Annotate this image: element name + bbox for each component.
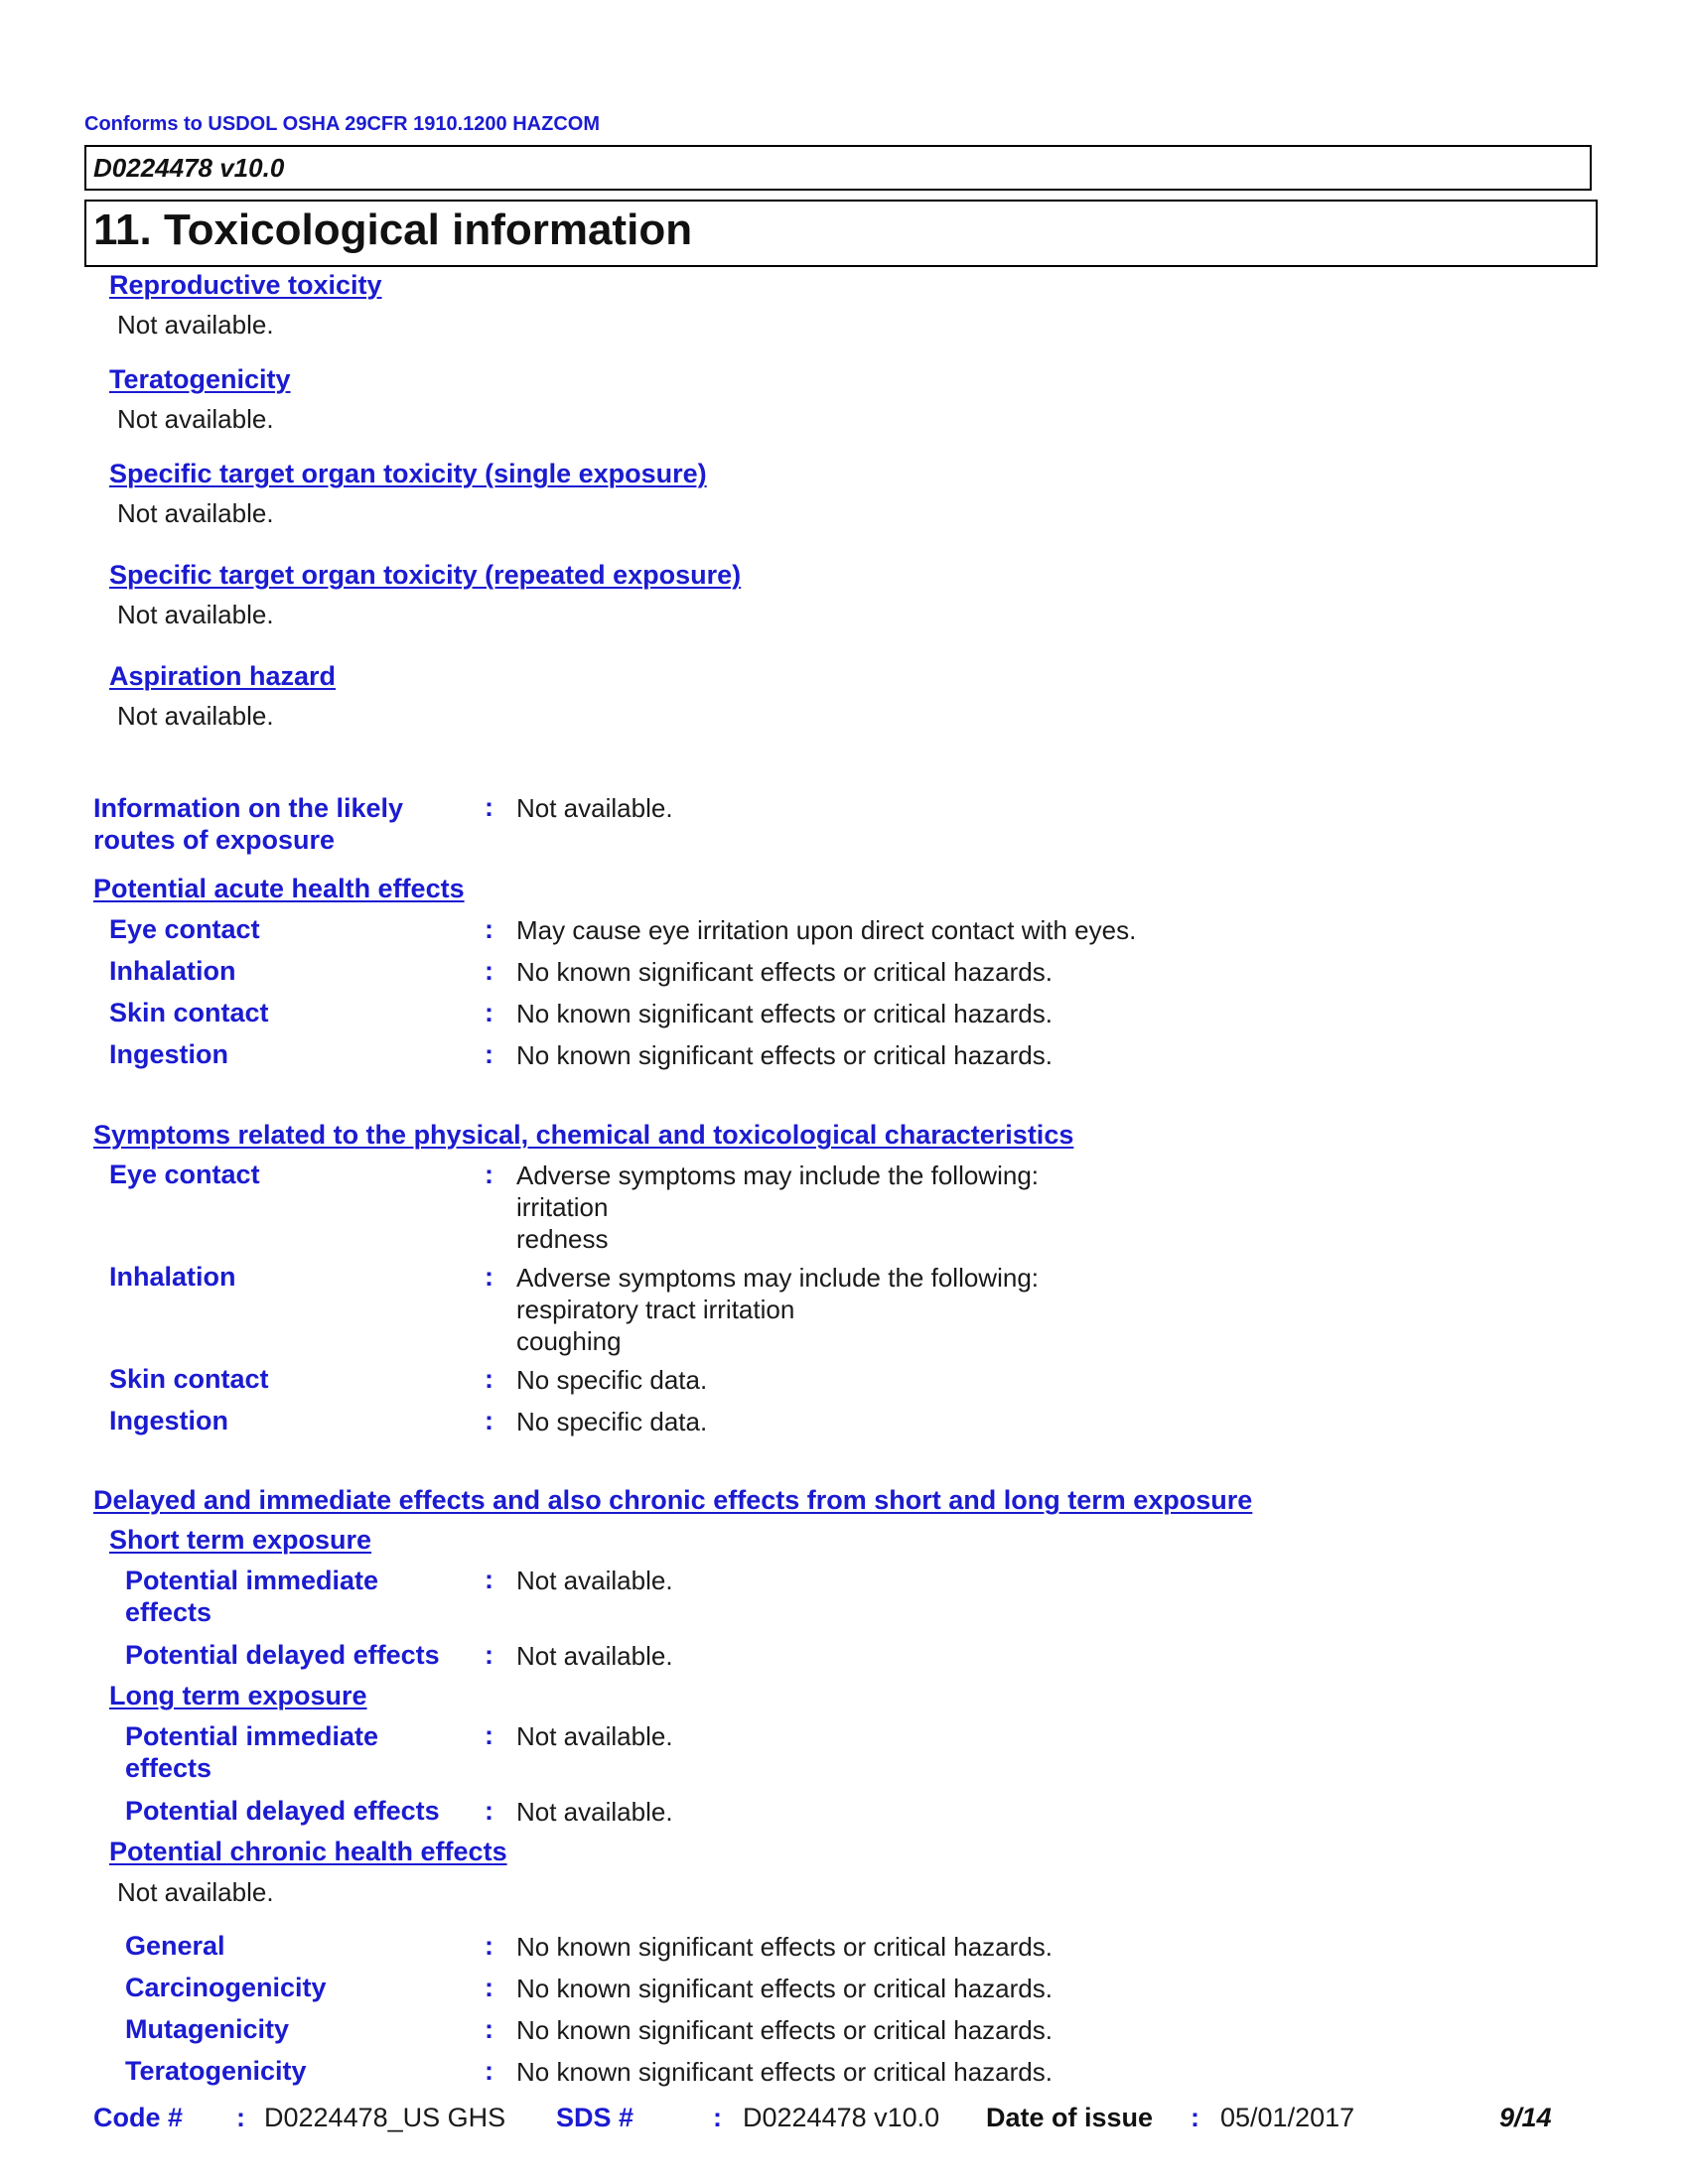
label-short-term-immediate: Potential immediate effects xyxy=(125,1566,379,1627)
label-chronic-teratogenicity: Teratogenicity xyxy=(125,2056,307,2086)
label-symptoms-skin-contact: Skin contact xyxy=(109,1364,269,1394)
conformance-note: Conforms to USDOL OSHA 29CFR 1910.1200 HAZCOM xyxy=(84,113,600,135)
colon: : xyxy=(485,956,493,986)
colon: : xyxy=(713,2103,722,2132)
colon: : xyxy=(485,914,493,944)
label-acute-inhalation: Inhalation xyxy=(109,956,236,986)
value-chronic-teratogenicity: No known significant effects or critical hazards. xyxy=(516,2057,1053,2087)
colon: : xyxy=(485,1931,493,1961)
heading-stot-repeated[interactable]: Specific target organ toxicity (repeated exposure) xyxy=(109,560,742,590)
value-symptoms-skin-contact: No specific data. xyxy=(516,1365,708,1395)
label-acute-ingestion: Ingestion xyxy=(109,1039,228,1069)
value-symptoms-ingestion: No specific data. xyxy=(516,1407,708,1436)
label-symptoms-ingestion: Ingestion xyxy=(109,1406,228,1435)
value-chronic-general: No known significant effects or critical hazards. xyxy=(516,1932,1053,1962)
footer-sds-value: D0224478 v10.0 xyxy=(743,2103,940,2132)
heading-aspiration-hazard[interactable]: Aspiration hazard xyxy=(109,661,337,691)
heading-symptoms[interactable]: Symptoms related to the physical, chemical and toxicological characteristics xyxy=(93,1120,1074,1150)
heading-acute-effects[interactable]: Potential acute health effects xyxy=(93,874,465,903)
value-acute-inhalation: No known significant effects or critical hazards. xyxy=(516,957,1053,987)
footer-date-value: 05/01/2017 xyxy=(1220,2103,1355,2132)
colon: : xyxy=(485,1262,493,1292)
colon: : xyxy=(485,1160,493,1189)
label-symptoms-inhalation: Inhalation xyxy=(109,1262,236,1292)
value-reproductive-toxicity: Not available. xyxy=(117,310,274,340)
value-acute-eye-contact: May cause eye irritation upon direct contact with eyes. xyxy=(516,915,1137,945)
colon: : xyxy=(485,1973,493,2002)
value-short-term-immediate: Not available. xyxy=(516,1566,673,1595)
heading-chronic-health-effects[interactable]: Potential chronic health effects xyxy=(109,1837,507,1866)
value-acute-ingestion: No known significant effects or critical hazards. xyxy=(516,1040,1053,1070)
label-acute-eye-contact: Eye contact xyxy=(109,914,260,944)
label-routes-of-exposure: Information on the likely routes of exposure xyxy=(93,793,404,855)
colon: : xyxy=(485,792,493,822)
footer-code-value: D0224478_US GHS xyxy=(264,2103,506,2132)
heading-reproductive-toxicity[interactable]: Reproductive toxicity xyxy=(109,270,382,300)
colon: : xyxy=(485,1364,493,1394)
value-stot-single: Not available. xyxy=(117,498,274,528)
doc-id: D0224478 v10.0 xyxy=(93,153,285,183)
colon: : xyxy=(485,1720,493,1750)
value-stot-repeated: Not available. xyxy=(117,600,274,629)
label-symptoms-eye-contact: Eye contact xyxy=(109,1160,260,1189)
heading-stot-single[interactable]: Specific target organ toxicity (single exposure) xyxy=(109,459,707,488)
value-long-term-immediate: Not available. xyxy=(516,1721,673,1751)
value-symptoms-eye-line-1: Adverse symptoms may include the following: xyxy=(516,1160,1040,1190)
value-chronic-mutagenicity: No known significant effects or critical hazards. xyxy=(516,2015,1053,2045)
value-aspiration-hazard: Not available. xyxy=(117,701,274,731)
heading-teratogenicity[interactable]: Teratogenicity xyxy=(109,364,291,394)
label-long-term-immediate: Potential immediate effects xyxy=(125,1721,379,1783)
label-chronic-carcinogenicity: Carcinogenicity xyxy=(125,1973,327,2002)
colon: : xyxy=(236,2103,245,2132)
footer-code-label: Code # xyxy=(93,2103,184,2132)
value-acute-skin-contact: No known significant effects or critical hazards. xyxy=(516,999,1053,1028)
label-chronic-general: General xyxy=(125,1931,225,1961)
heading-delayed-immediate[interactable]: Delayed and immediate effects and also chronic effects from short and long term exposure xyxy=(93,1485,1253,1515)
value-chronic-health-effects: Not available. xyxy=(117,1877,274,1907)
colon: : xyxy=(485,998,493,1027)
heading-short-term-exposure[interactable]: Short term exposure xyxy=(109,1525,372,1555)
colon: : xyxy=(1191,2103,1199,2132)
label-acute-skin-contact: Skin contact xyxy=(109,998,269,1027)
value-symptoms-eye-line-2: irritation xyxy=(516,1192,609,1222)
label-chronic-mutagenicity: Mutagenicity xyxy=(125,2014,290,2044)
value-long-term-delayed: Not available. xyxy=(516,1797,673,1827)
label-long-term-delayed: Potential delayed effects xyxy=(125,1796,440,1826)
colon: : xyxy=(485,1406,493,1435)
label-short-term-delayed: Potential delayed effects xyxy=(125,1640,440,1670)
colon: : xyxy=(485,1039,493,1069)
colon: : xyxy=(485,2056,493,2086)
value-teratogenicity: Not available. xyxy=(117,404,274,434)
value-symptoms-inhalation-line-2: respiratory tract irritation xyxy=(516,1295,795,1324)
value-chronic-carcinogenicity: No known significant effects or critical hazards. xyxy=(516,1974,1053,2003)
footer-date-label: Date of issue xyxy=(986,2103,1154,2132)
colon: : xyxy=(485,1640,493,1670)
value-symptoms-eye-line-3: redness xyxy=(516,1224,609,1254)
value-routes-of-exposure: Not available. xyxy=(516,793,673,823)
colon: : xyxy=(485,2014,493,2044)
value-symptoms-inhalation-line-3: coughing xyxy=(516,1326,622,1356)
colon: : xyxy=(485,1565,493,1594)
footer-sds-label: SDS # xyxy=(556,2103,634,2132)
page-number: 9/14 xyxy=(1499,2103,1552,2132)
colon: : xyxy=(485,1796,493,1826)
doc-id-box xyxy=(84,145,1592,191)
value-short-term-delayed: Not available. xyxy=(516,1641,673,1671)
section-title: 11. Toxicological information xyxy=(93,205,693,254)
heading-long-term-exposure[interactable]: Long term exposure xyxy=(109,1681,367,1710)
value-symptoms-inhalation-line-1: Adverse symptoms may include the following: xyxy=(516,1263,1040,1293)
